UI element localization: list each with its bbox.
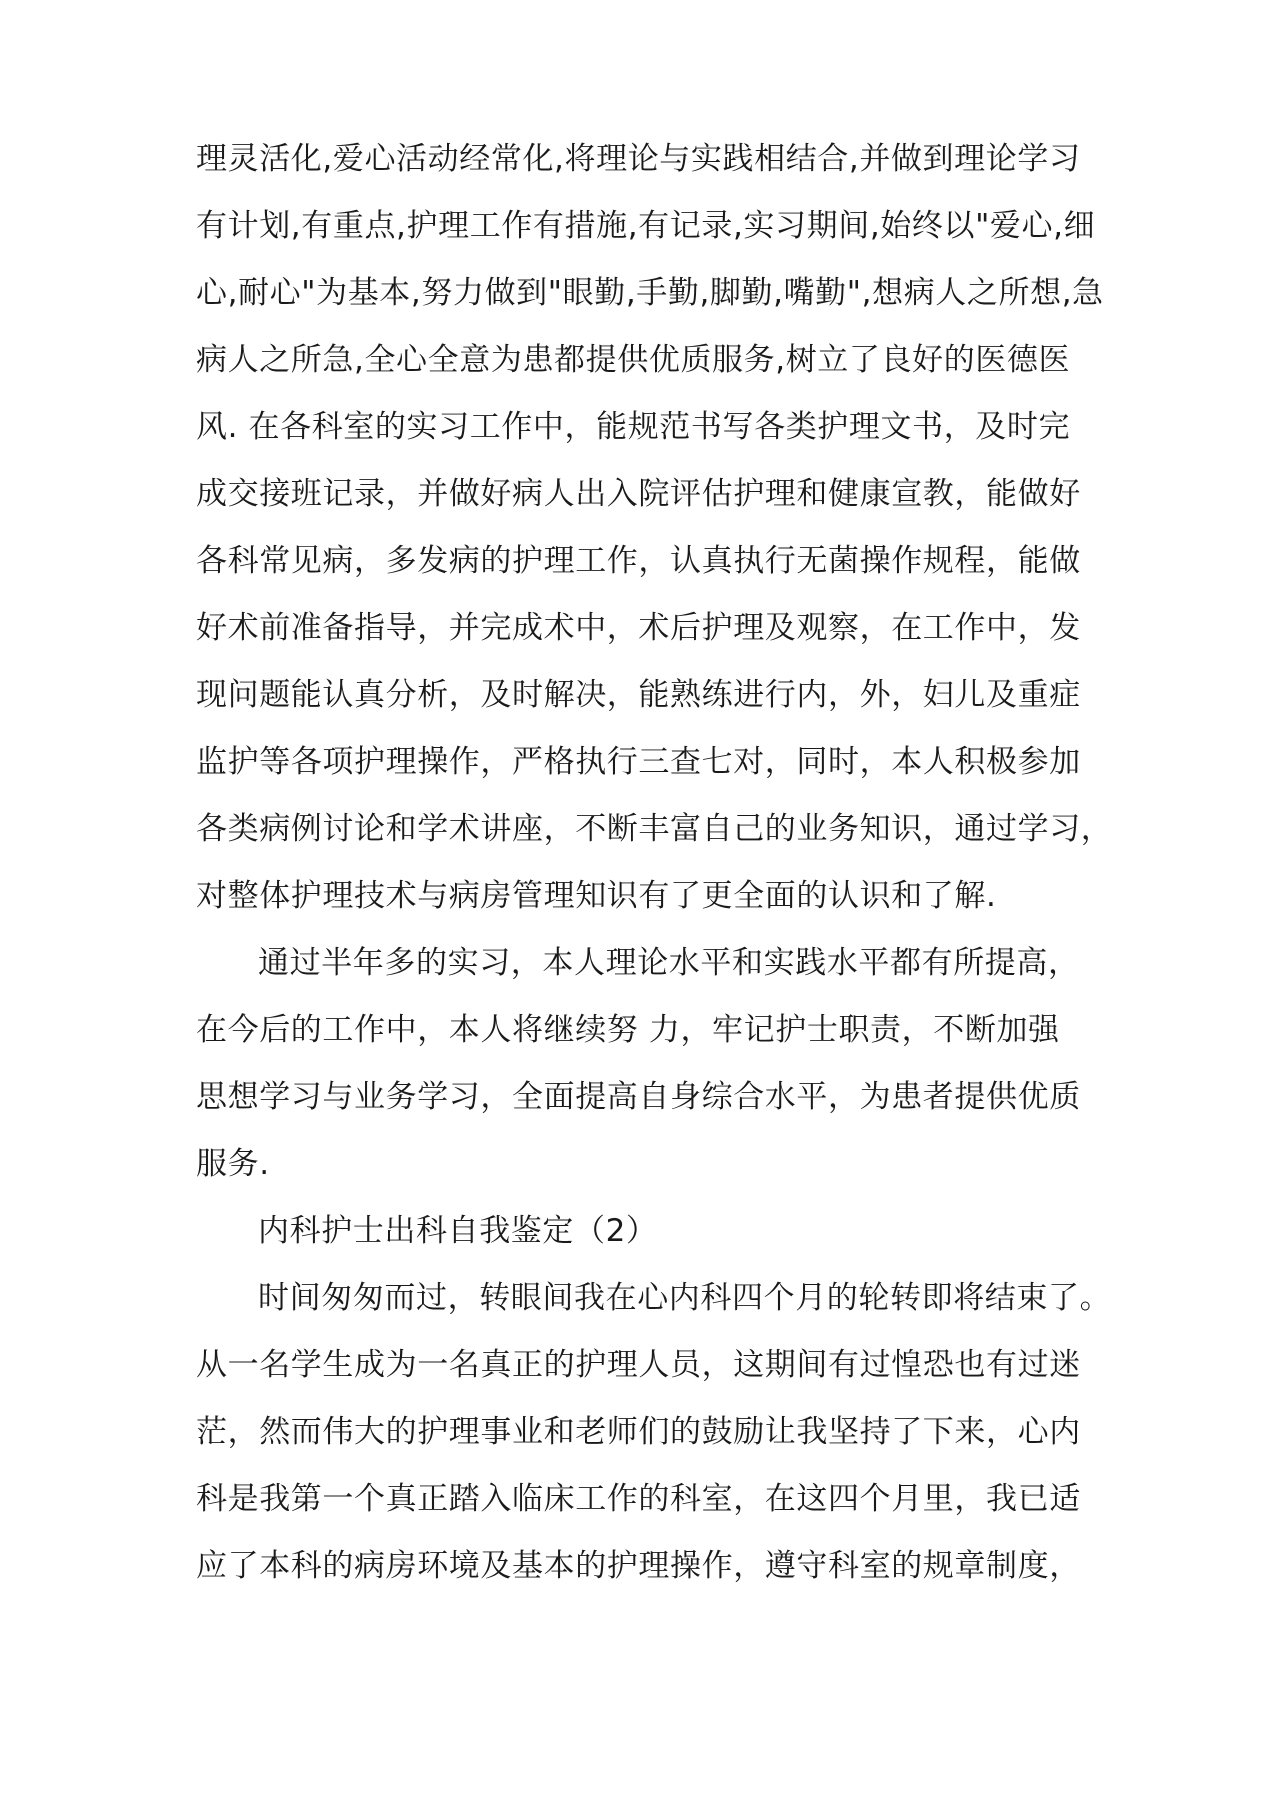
body-text-line: 对整体护理技术与病房管理知识有了更全面的认识和了解. — [196, 878, 997, 914]
body-text-line: 思想学习与业务学习，全面提高自身综合水平，为患者提供优质 — [196, 1079, 1081, 1115]
body-text-line: 各类病例讨论和学术讲座，不断丰富自己的业务知识，通过学习， — [196, 811, 1113, 847]
body-text-line: 成交接班记录，并做好病人出入院评估护理和健康宣教，能做好 — [196, 476, 1081, 512]
body-text-line: 从一名学生成为一名真正的护理人员，这期间有过惶恐也有过迷 — [196, 1347, 1081, 1383]
body-text-line: 应了本科的病房环境及基本的护理操作，遵守科室的规章制度， — [196, 1548, 1081, 1584]
body-text-line: 有计划,有重点,护理工作有措施,有记录,实习期间,始终以"爱心,细 — [196, 208, 1096, 244]
body-text-line: 茫，然而伟大的护理事业和老师们的鼓励让我坚持了下来，心内 — [196, 1414, 1081, 1450]
body-text-line: 心,耐心"为基本,努力做到"眼勤,手勤,脚勤,嘴勤",想病人之所想,急 — [196, 275, 1104, 311]
body-text-line: 监护等各项护理操作，严格执行三查七对，同时，本人积极参加 — [196, 744, 1081, 780]
section-heading: 内科护士出科自我鉴定（2） — [258, 1213, 658, 1249]
body-text-line: 病人之所急,全心全意为患都提供优质服务,树立了良好的医德医 — [196, 342, 1071, 378]
body-text-line: 现问题能认真分析，及时解决，能熟练进行内，外，妇儿及重症 — [196, 677, 1081, 713]
body-text-line: 风. 在各科室的实习工作中，能规范书写各类护理文书，及时完 — [196, 409, 1071, 445]
body-text-line: 科是我第一个真正踏入临床工作的科室，在这四个月里，我已适 — [196, 1481, 1081, 1517]
body-text-line: 服务. — [196, 1146, 270, 1182]
body-text-line: 理灵活化,爱心活动经常化,将理论与实践相结合,并做到理论学习 — [196, 141, 1081, 177]
paragraph-first-line: 通过半年多的实习，本人理论水平和实践水平都有所提高， — [258, 945, 1080, 981]
body-text-line: 在今后的工作中，本人将继续努 力，牢记护士职责，不断加强 — [196, 1012, 1060, 1048]
body-text-line: 各科常见病，多发病的护理工作，认真执行无菌操作规程，能做 — [196, 543, 1081, 579]
body-text-line: 好术前准备指导，并完成术中，术后护理及观察，在工作中，发 — [196, 610, 1081, 646]
paragraph-first-line: 时间匆匆而过，转眼间我在心内科四个月的轮转即将结束了。 — [258, 1280, 1112, 1316]
